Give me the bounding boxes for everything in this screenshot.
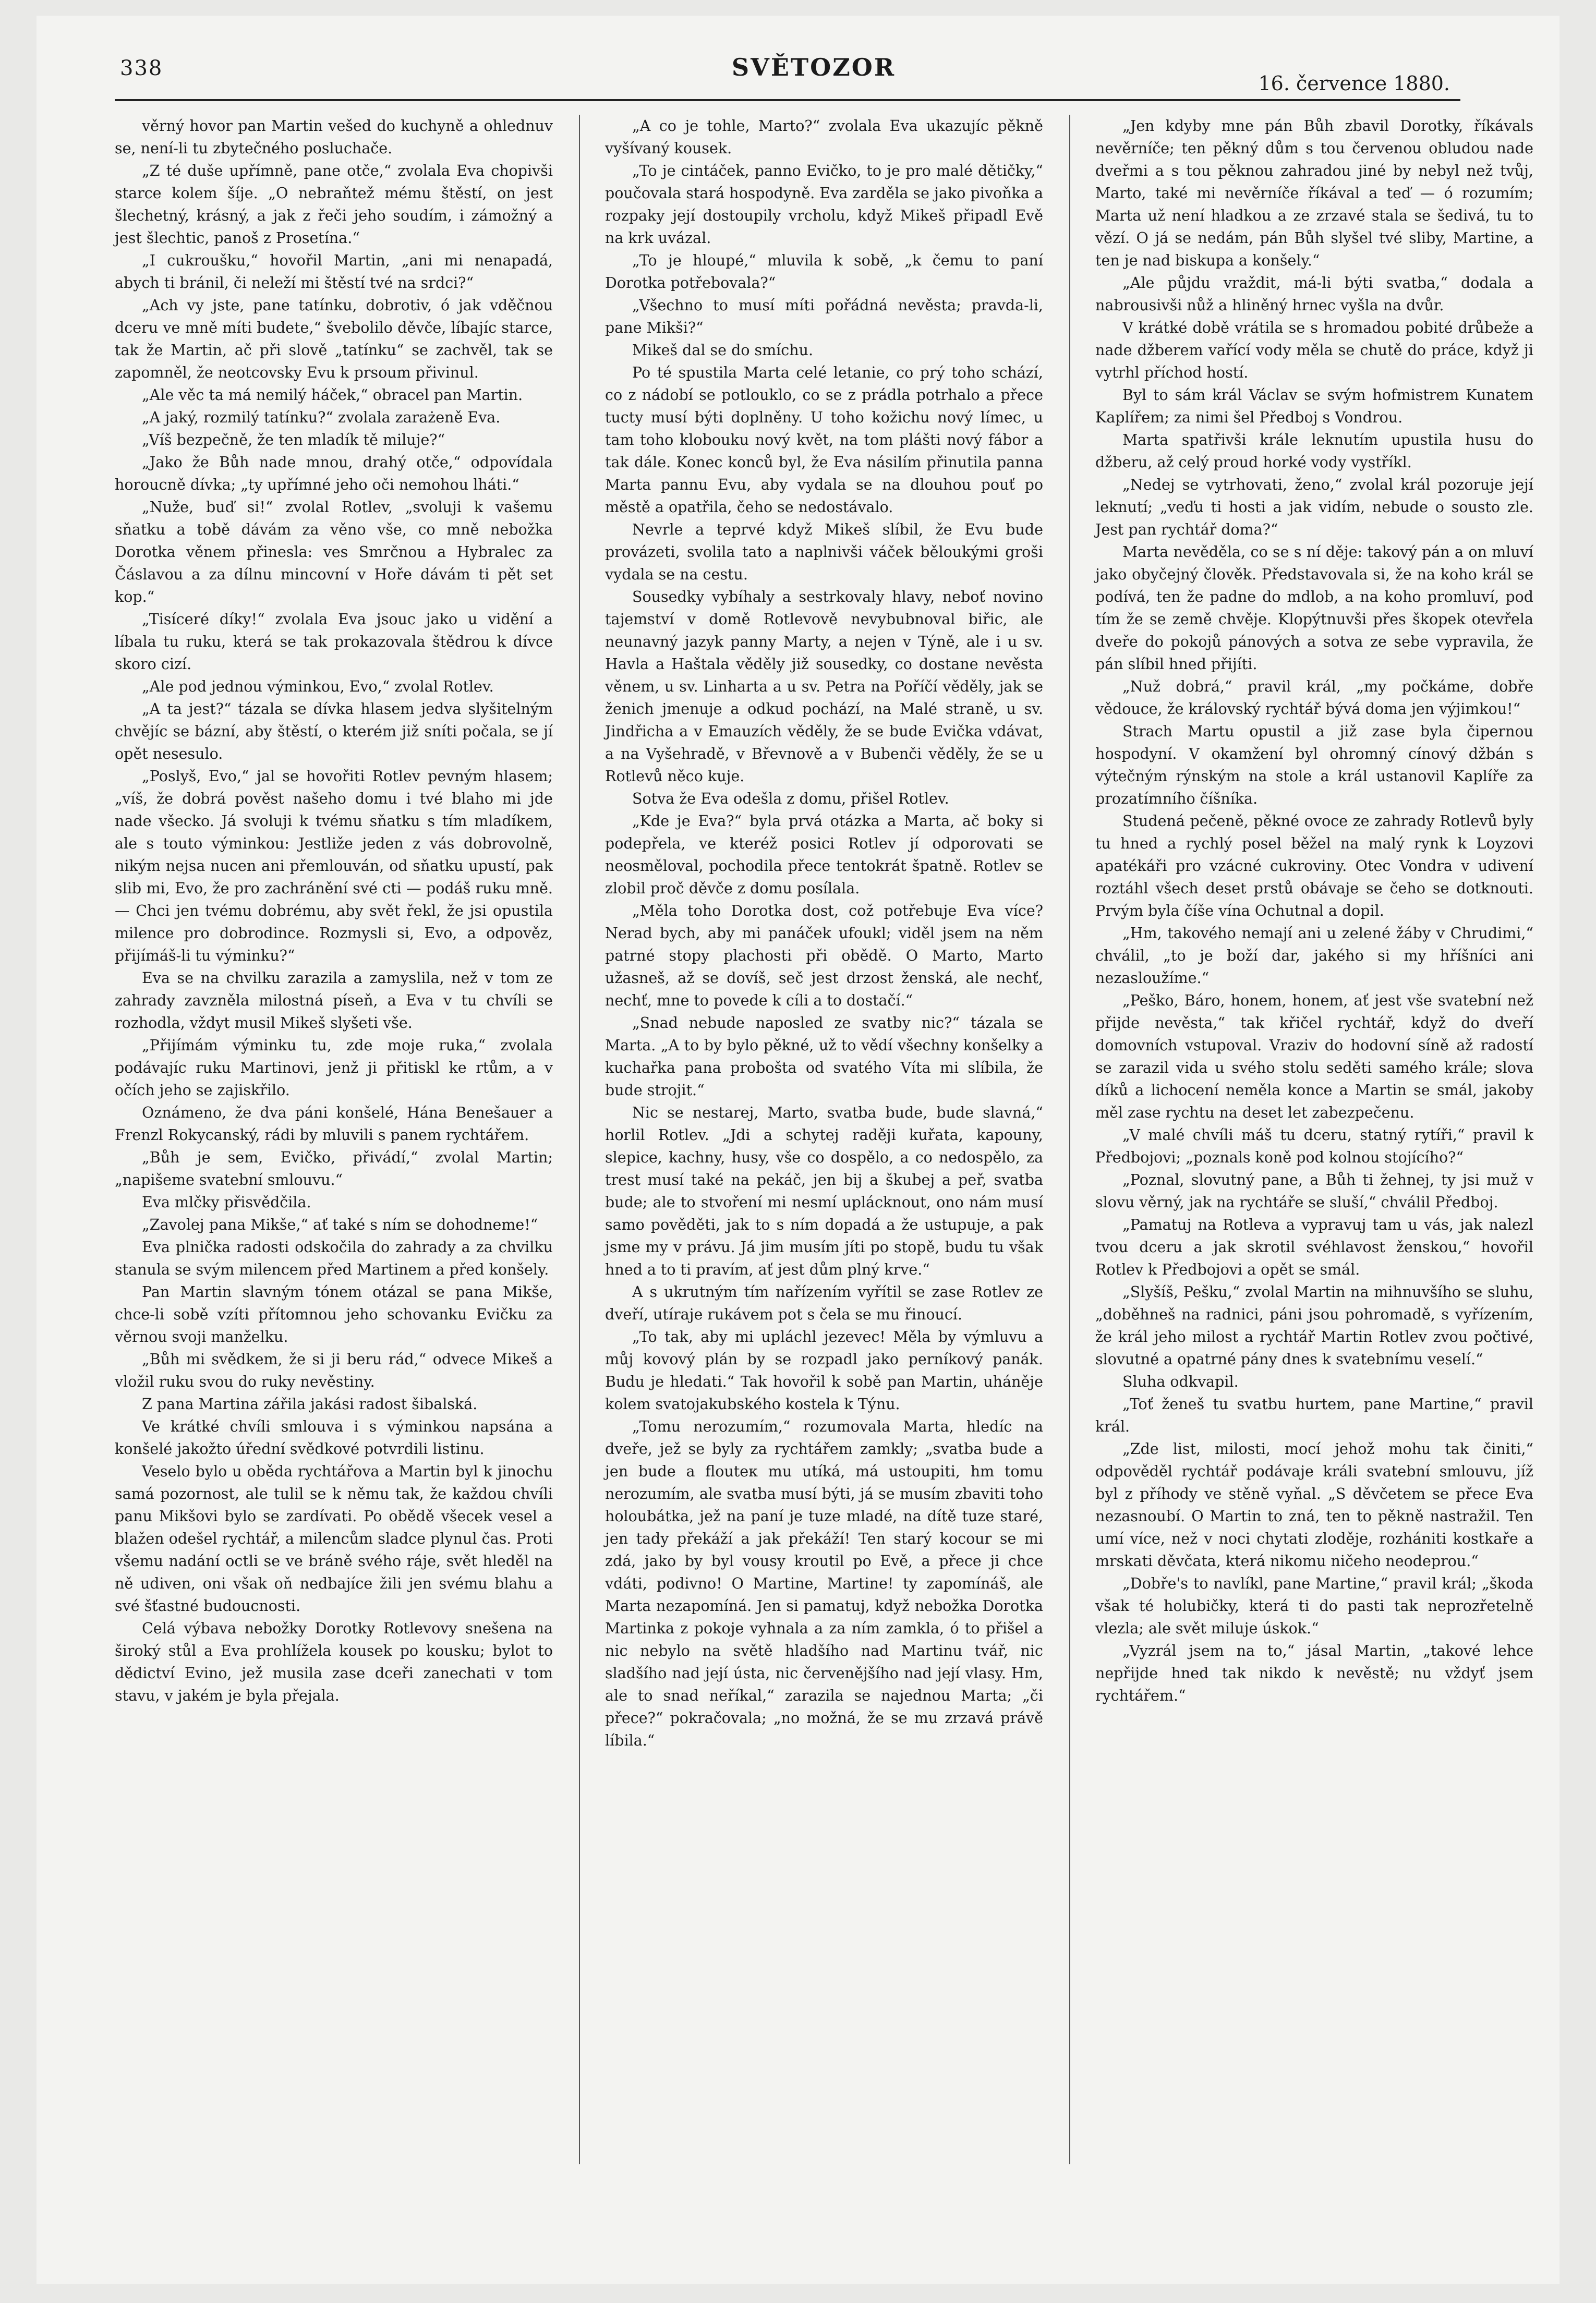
paragraph: Sotva že Eva odešla z domu, přišel Rotlev. bbox=[632, 790, 949, 807]
paragraph: „Nedej se vytrhovati, ženo,“ zvolal král pozoruje její leknutí; „veďu ti hosti a jak vidím, nebude o sousto zle. Jest pan rychtář doma?“ bbox=[1095, 476, 1533, 538]
paragraph: „Ach vy jste, pane tatínku, dobrotiv, ó jak vděčnou dceru ve mně míti budete,“ švebolilo děvče, líbajíc starce, tak že Martin, ač při slově „tatínku“ se zachvěl, tak se zapomněl, že neotcovsky Evu k prsoum přivinul. bbox=[115, 297, 553, 381]
paragraph: „Pamatuj na Rotleva a vypravuj tam u vás, jak nalezl tvou dceru a jak skrotil svéhlavost ženskou,“ hovořil Rotlev k Předbojovi a opět se smál. bbox=[1095, 1216, 1533, 1278]
paragraph: „Snad nebude naposled ze svatby nic?“ tázala se Marta. „A to by bylo pěkné, už to vědí všechny konšelky a kuchařka pana proboštа od svatého Víta mi slíbila, že bude strojit.“ bbox=[605, 1014, 1043, 1099]
paragraph: Sousedky vybíhaly a sestrkovaly hlavy, neboť novino tajemství v domě Rotlevově nevybubnoval biřic, ale neunavný jazyk panny Marty, a nejen v Týně, ale i u sv. Havla a Haštala věděly již sousedky, co dostane nevěsta věnem, u sv. Linharta a u sv. Petra na Poříčí věděly, jak se ženich jmenuje a odkud pochází, na Malé straně, u sv. Jindřicha a v Emauzích věděly, že se bude Evička vdávat, a na Vyšehradě, v Břevnově a v Bubenči věděly, že se u Rotlevů něco kuje. bbox=[605, 588, 1043, 785]
paragraph: Eva mlčky přisvědčila. bbox=[142, 1194, 311, 1211]
paragraph: „To tak, aby mi upláchl jezevec! Měla by výmluvu a můj kovový plán by se rozpadl jako perníkový panák. Budu je hledati.“ Tak hovořil k sobě pan Martin, uháněje kolem svatojakubského kostela k Týnu. bbox=[605, 1328, 1043, 1413]
paragraph: „Dobře's to navlíkl, pane Martine,“ pravil král; „škoda však té holubičky, která ti do pasti tak neprozřetelně vlezla; ale svět miluje úskok.“ bbox=[1095, 1575, 1533, 1637]
paragraph: „A jaký, rozmilý tatínku?“ zvolala zarażeně Eva. bbox=[142, 409, 501, 426]
paragraph: Ve krátké chvíli smlouva i s výminkou napsána a konšelé jakožto úřední svědkové potvrdili listinu. bbox=[115, 1418, 553, 1458]
paragraph: Z pana Martina zářila jakási radost šibalská. bbox=[142, 1396, 478, 1413]
paragraph: „Tisíceré díky!“ zvolala Eva jsouc jako u vidění a líbala tu ruku, která se tak prokazovala štědrou k dívce skoro cizí. bbox=[115, 611, 553, 673]
paragraph: „Všechno to musí míti pořádná nevěsta; pravda-li, pane Mikši?“ bbox=[605, 297, 1043, 336]
paragraph: věrný hovor pan Martin vešed do kuchyně a ohlednuv se, není-li tu zbytečného posluchače. bbox=[115, 117, 553, 157]
paragraph: „Poslyš, Evo,“ jal se hovořiti Rotlev pevným hlasem; „víš, že dobrá pověst našeho domu i tvé blaho mi jde nade všecko. Já svoluji k tvému sňatku s tím mladíkem, ale s touto výminkou: Jestliže jeden z vás dobrovolně, nikým nejsa nucen ani přemlouván, od sňatku upustí, pak slib mi, Evo, že pro zachránění své cti — podáš ruku mně. — Chci jen tvému dobrému, aby svět řekl, že jsi opustila milence pro dobrodince. Rozmysli si, Evo, a odpověz, přijímáš-li tu výminku?“ bbox=[115, 768, 553, 964]
newspaper-page bbox=[37, 16, 1559, 2284]
text-column-1 bbox=[115, 115, 553, 1707]
paragraph: „To je hloupé,“ mluvila k sobě, „k čemu to paní Dorotka potřebovala?“ bbox=[605, 252, 1043, 292]
paragraph: „Zavolej pana Mikše,“ ať také s ním se dohodneme!“ bbox=[142, 1216, 538, 1233]
paragraph: „Tomu nerozumím,“ rozumovala Marta, hledíc na dveře, jež se byly za rychtářem zamkly; „svatba bude a jen bude a flouteк mu utíká, má ustoupiti, hm tomu nerozumím, ale svatba musí býti, já se musím zbaviti toho holoubátka, jež na paní je tuze mladé, na dítě tuze staré, jen tady překáží a jak překáží! Ten starý kocour se mi zdá, jako by byl vousy kroutil po Evě, a přece ji chce vdáti, podivno! O Martine, Martine! ty zapomínáš, ale Marta nezapomíná. Jen si pamatuj, když nebožka Dorotka Martinka z pokoje vyhnala a za ním zamkla, ó to přišel a nic nebylo na světě hladšího nad Martinu tvář, nic sladšího nad její ústa, nic červenějšího nad její vlasy. Hm, ale to snad neříkal,“ zarazila se najednou Marta; „či přece?“ pokračovala; „no možná, že se mu zrzavá právě líbila.“ bbox=[605, 1418, 1043, 1749]
paragraph: „Ale věc ta má nemilý háček,“ obracel pan Martin. bbox=[142, 386, 523, 404]
paragraph: Nevrle a teprvé když Mikeš slíbil, že Evu bude provázeti, svolila tato a naplnivši váček běloukými groši vydala se na cestu. bbox=[605, 521, 1043, 583]
column-divider bbox=[579, 115, 580, 2164]
page-header bbox=[37, 16, 1559, 94]
paragraph: Sluha odkvapil. bbox=[1122, 1373, 1239, 1390]
column-divider bbox=[1069, 115, 1070, 2164]
paragraph: A s ukrutným tím nařízením vyřítil se zase Rotlev ze dveří, utíraje rukávem pot s čela se mu řinoucí. bbox=[605, 1283, 1043, 1323]
paragraph: Eva se na chvilku zarazila a zamyslila, než v tom ze zahrady zavzněla milostná píseň, a Eva v tu chvíli se rozhodla, vždyt musil Mikeš slyšeti vše. bbox=[115, 969, 553, 1032]
paragraph: „Z té duše upřímně, pane otče,“ zvolala Eva chopivši starce kolem šíje. „O nebraňtež mému štěstí, on jest šlechetný, krásný, a jak z řeči jeho soudím, i zámožný a jest šlechtic, panoš z Prosetína.“ bbox=[115, 162, 553, 247]
paragraph: „Měla toho Dorotka dost, což potřebuje Eva více? Nerad bych, aby mi panáček ufoukl; viděl jsem na něm patrné stopy plachosti při obědě. O Marto, Marto užasneš, až se dovíš, seč jest drzost ženská, ale nechť, nechť, mne to povede k cíli a to dostačí.“ bbox=[605, 902, 1043, 1009]
paragraph: Eva plnička radosti odskočila do zahrady a za chvilku stanula se svým milencem před Martinem a před konšely. bbox=[115, 1239, 553, 1278]
paragraph: „Přijímám výminku tu, zde moje ruka,“ zvolala podávajíc ruku Martinovi, jenž ji přitiskl ke rtům, a v očích jeho se zajiskřilo. bbox=[115, 1037, 553, 1099]
paragraph: Byl to sám král Václav se svým hofmistrem Kunatem Kaplířem; za nimi šel Předboj s Vondrou. bbox=[1095, 386, 1533, 426]
paragraph: „Ale pod jednou výminkou, Evo,“ zvolal Rotlev. bbox=[142, 678, 494, 695]
paragraph: Nic se nestarej, Marto, svatba bude, bude slavná,“ horlil Rotlev. „Jdi a schytej raději kuřata, kapouny, slepice, kachny, husy, vše co dospělo, a co nedospělo, za trest musí také na pekáč, jen bij a škubej a peř, svatba bude; ale to stvoření mi nesmí uplácknout, ono nám musí samo pověděti, jak to s ním dopadá a že ustupuje, a pak jsme my v právu. Já jim musím jíti po stopě, budu tu však hned a to ti pravím, ať jest dům plný krve.“ bbox=[605, 1104, 1043, 1278]
paragraph: „Nuže, buď si!“ zvolal Rotlev, „svoluji k vašemu sňatku a tobě dávám za věno vše, co mně nebožka Dorotka věnem přinesla: ves Smrčnou a Hybralec za Čáslavou a za dílnu mincovní v Hoře dávám ti pět set kop.“ bbox=[115, 499, 553, 605]
paragraph: Strach Martu opustil a již zase byla čipernou hospodyní. V okamžení byl ohromný cínový džbán s výtečným rýnským na stole a král ustanovil Kaplíře za prozatímního číšníka. bbox=[1095, 723, 1533, 807]
paragraph: „Peško, Báro, honem, honem, ať jest vše svatební než přijde nevěsta,“ tak křičel rychtář, když do dveří domovních vstupoval. Vraziv do hodovní síně až radostí se zarazil vida u svého stolu seděti samého krále; slova díků a lichocení neměla konce a Martin se smál, jakoby měl zase rychtu na deset let zabezpečenu. bbox=[1095, 992, 1533, 1121]
paragraph: „Víš bezpečně, že ten mladík tě miluje?“ bbox=[142, 431, 445, 449]
journal-title: SVĚTOZOR bbox=[731, 53, 896, 81]
paragraph: „Jen kdyby mne pán Bůh zbavil Dorotky, říkávals nevěrníče; ten pěkný dům s tou červenou obludou nade dveřmi a s tou pěknou zahradou jiné by nebyl než tvůj, Marto, také mi nevěrníče říkával a teď — ó rozumím; Marta už není hladkou a ze zrzavé stala se šedivá, tu to vězí. O já se nedám, pán Bůh slyšel tvé sliby, Martine, a ten je nad biskupa a konšely.“ bbox=[1095, 117, 1533, 269]
paragraph: „V malé chvíli máš tu dceru, statný rytíři,“ pravil k Předbojovi; „poznals koně pod kolnou stojícího?“ bbox=[1095, 1126, 1533, 1166]
issue-date: 16. července 1880. bbox=[1258, 72, 1450, 95]
paragraph: „Vyzrál jsem na to,“ jásal Martin, „takové lehce nepřijde hned tak nikdo k nevěstě; nu vždyť jsem rychtářem.“ bbox=[1095, 1642, 1533, 1704]
paragraph: Veselo bylo u oběda rychtářova a Martin byl k jinochu samá pozornost, ale tulil se k němu tak, že každou chvíli panu Mikšovi bylo se zardívati. Po obědě všecek vesel a blažen odešel rychtář, a milencům sladce plynul čas. Proti všemu nadání octli se ve bráně svého ráje, svět hleděl na ně udiven, oni však oň nedbajíce žili jen svému blahu a své šťastné budoucnosti. bbox=[115, 1463, 553, 1615]
paragraph: Mikeš dal se do smíchu. bbox=[632, 342, 814, 359]
header-rule bbox=[115, 99, 1460, 101]
paragraph: „Bůh je sem, Evičko, přivádí,“ zvolal Martin; „napišeme svatební smlouvu.“ bbox=[115, 1149, 553, 1189]
paragraph: Marta spatřivši krále leknutím upustila husu do džberu, až celý proud horké vody vystříkl. bbox=[1095, 431, 1533, 471]
paragraph: „Bůh mi svědkem, že si ji beru rád,“ odvece Mikeš a vložil ruku svou do ruky nevěstiny. bbox=[115, 1351, 553, 1390]
page-number: 338 bbox=[120, 56, 163, 80]
paragraph: Oznámeno, že dva páni konšelé, Hána Benešauer a Frenzl Rokycanský, rádi by mluvili s panem rychtářem. bbox=[115, 1104, 553, 1144]
paragraph: „To je cintáček, panno Evičko, to je pro malé dětičky,“ poučovala stará hospodyně. Eva zarděla se jako pivoňka a rozpaky její dostoupily vrcholu, když Mikeš připadl Evě na krk uvázal. bbox=[605, 162, 1043, 247]
paragraph: „Jako že Bůh nade mnou, drahý otče,“ odpovídala horoucně dívka; „ty upřímné jeho oči nemohou lháti.“ bbox=[115, 454, 553, 493]
paragraph: „Zde list, milosti, mocí jehož mohu tak činiti,“ odpověděl rychtář podávaje králi svatební smlouvu, jíž byl z příhody ve stěně vyňal. „S děvčetem se přece Eva nezasnoubí. O Martin to zná, ten to pěkně nastražil. Ten umí více, než v noci chytati zloděje, rozhániti kostkaře a mrskati děvčata, která nikomu ničeho neodeprou.“ bbox=[1095, 1440, 1533, 1570]
paragraph: „Kde je Eva?“ byla prvá otázka a Marta, ač boky si podepřela, ve kteréž posici Rotlev jí odporovati se neosměloval, pochodila přece tentokrát špatně. Rotlev se zlobil proč děvče z domu posílala. bbox=[605, 813, 1043, 897]
paragraph: „A co je tohle, Marto?“ zvolala Eva ukazujíc pěkně vyšívaný kousek. bbox=[605, 117, 1043, 157]
text-column-3 bbox=[1095, 115, 1533, 1707]
paragraph: „I cukroušku,“ hovořil Martin, „ani mi nenapadá, abych ti bránil, či neleží mi štěstí tvé na srdci?“ bbox=[115, 252, 553, 292]
paragraph: Marta nevěděla, co se s ní děje: takový pán a on mluví jako obyčejný člověk. Představovala si, že na koho král se podívá, ten že padne do mdlob, a na koho promluví, pod tím že se země chvěje. Klopýtnuvši přes škopek otevřela dveře do pokojů pánových a sotva ze sebe vypravila, že pán slíbil hned přijíti. bbox=[1095, 543, 1533, 673]
paragraph: „Ale půjdu vraždit, má-li býti svatba,“ dodala a nabrousivši nůž a hliněný hrnec vyšla na dvůr. bbox=[1095, 274, 1533, 314]
paragraph: Pan Martin slavným tónem otázal se pana Mikše, chce-li sobě vzíti přítomnou jeho schovanku Evičku za věrnou svoji manželku. bbox=[115, 1283, 553, 1346]
text-column-2 bbox=[605, 115, 1043, 1752]
paragraph: Studená pečeně, pěkné ovoce ze zahrady Rotlevů byly tu hned a rychlý posel běžel na malý rynk k Loyzovi apatékáři pro vzácné cukroviny. Otec Vondra v udivení roztáhl všech deset prstů obávaje se čeho se dotknouti. Prvým byla číše vína Ochutnal a dopil. bbox=[1095, 813, 1533, 919]
paragraph: „Nuž dobrá,“ pravil král, „my počkáme, dobře vědouce, že královský rychtář bývá doma jen výjimkou!“ bbox=[1095, 678, 1533, 718]
paragraph: „Toť ženeš tu svatbu hurtem, pane Martine,“ pravil král. bbox=[1095, 1396, 1533, 1435]
paragraph: „Slyšíš, Pešku,“ zvolal Martin na mihnuvšího se sluhu, „doběhneš na radnici, páni jsou pohromadě, s vyřízením, že král jeho milost a rychtář Martin Rotlev zvou počtivé, slovutné a opatrné pány dnes k svatebnímu veselí.“ bbox=[1095, 1283, 1533, 1368]
paragraph: „A ta jest?“ tázala se dívka hlasem jedva slyšitelným chvějíc se bázní, aby štěstí, o kterém již sníti počala, se jí opět nesesulo. bbox=[115, 700, 553, 762]
paragraph: Celá výbava nebožky Dorotky Rotlevovy snešena na široký stůl a Eva prohlížela kousek po kousku; bylot to dědictví Evino, jež musila zase dceři zanechati v tom stavu, v jakém je byla přejala. bbox=[115, 1620, 553, 1704]
paragraph: „Hm, takového nemají ani u zelené žáby v Chrudimi,“ chválil, „to je boží dar, jakého si my hříšníci ani nezasloužíme.“ bbox=[1095, 925, 1533, 987]
paragraph: „Poznal, slovutný pane, a Bůh ti žehnej, ty jsi muž v slovu věrný, jak na rychtáře se sluší,“ chválil Předboj. bbox=[1095, 1171, 1533, 1211]
paragraph: Po té spustila Marta celé letanie, co prý toho schází, co z nádobí se potlouklo, co se z prádla potrhalo a přece tucty musí býti doplněny. U toho kožichu nový límec, u tam toho klobouku nový květ, na tom plášti nový fábor a tak dále. Konec konců byl, že Eva násilím přinutila panna Marta pannu Evu, aby vydala se na dlouhou pouť po městě a opatřila, čeho se nedostávalo. bbox=[605, 364, 1043, 516]
paragraph: V krátké době vrátila se s hromadou pobité drůbeže a nade džberem vařící vody měla se chutě do práce, když ji vytrhl příchod hostí. bbox=[1095, 319, 1533, 381]
